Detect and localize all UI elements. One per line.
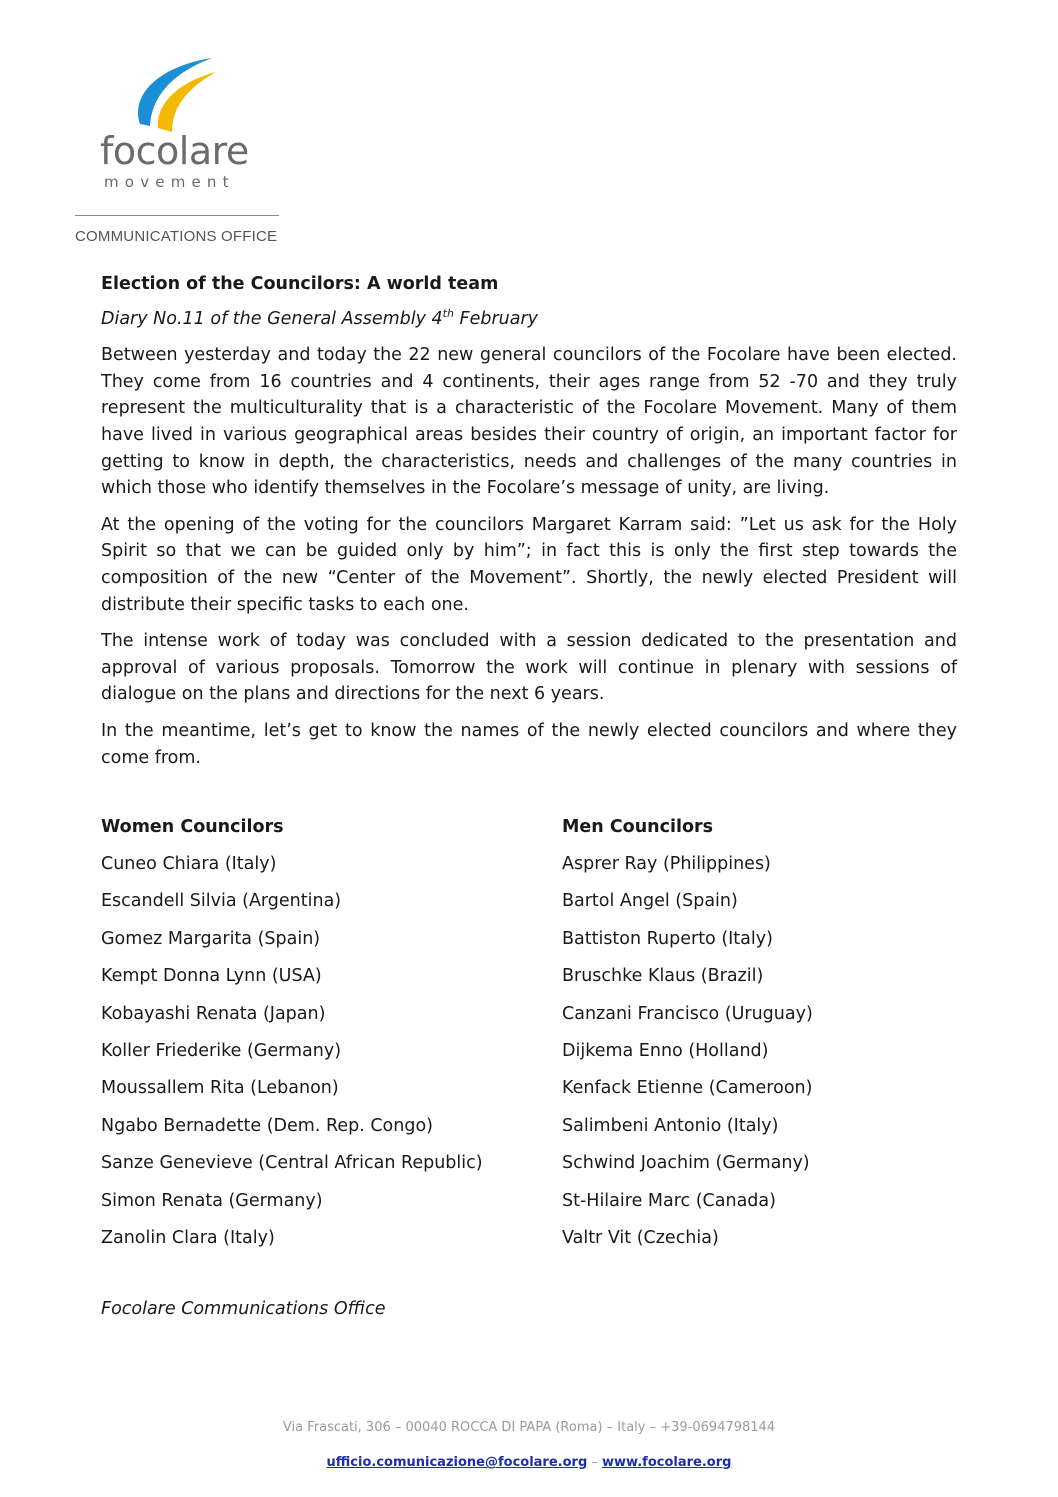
logo-wordmark: focolare	[100, 129, 249, 173]
diary-suffix: February	[453, 308, 539, 329]
list-item: Cuneo Chiara (Italy)	[101, 854, 277, 874]
paragraph: The intense work of today was concluded with a session dedicated to the presentation and approval of various proposals. Tomorrow the work will continue in plenary with sessions of dialogue on the plans and directions for the next 6 years.	[101, 631, 957, 705]
list-item: Zanolin Clara (Italy)	[101, 1227, 275, 1248]
list-item: Kenfack Etienne (Cameroon)	[562, 1078, 813, 1099]
paragraph: In the meantime, let’s get to know the names of the newly elected councilors and where they come from.	[101, 720, 957, 768]
list-item: Salimbeni Antonio (Italy)	[562, 1115, 779, 1136]
article-title: Election of the Councilors: A world team	[101, 274, 499, 294]
diary-superscript: th	[442, 306, 454, 320]
list-item: Simon Renata (Germany)	[101, 1190, 323, 1211]
list-item: Kempt Donna Lynn (USA)	[101, 966, 322, 987]
footer-separator: –	[587, 1455, 603, 1470]
list-item: Koller Friederike (Germany)	[101, 1040, 342, 1061]
list-item: Canzani Francisco (Uruguay)	[562, 1003, 813, 1024]
email-link[interactable]: ufficio.comunicazione@focolare.org	[326, 1455, 588, 1470]
header-divider	[75, 215, 279, 216]
focolare-swoosh-icon	[100, 54, 230, 134]
list-item: Dijkema Enno (Holland)	[562, 1040, 769, 1061]
list-item: Gomez Margarita (Spain)	[101, 928, 321, 949]
list-item: St-Hilaire Marc (Canada)	[562, 1190, 776, 1211]
list-item: Battiston Ruperto (Italy)	[562, 928, 773, 949]
focolare-logo	[100, 54, 280, 134]
list-item: Schwind Joachim (Germany)	[562, 1153, 810, 1174]
office-label: COMMUNICATIONS OFFICE	[75, 228, 278, 245]
list-item: Bartol Angel (Spain)	[562, 891, 738, 912]
footer-links	[0, 1455, 1058, 1470]
list-item: Moussallem Rita (Lebanon)	[101, 1078, 339, 1099]
list-item: Valtr Vit (Czechia)	[562, 1227, 719, 1248]
list-item: Asprer Ray (Philippines)	[562, 854, 771, 874]
list-item: Kobayashi Renata (Japan)	[101, 1003, 326, 1024]
footer-address: Via Frascati, 306 – 00040 ROCCA DI PAPA (Roma) – Italy – +39-0694798144	[282, 1420, 776, 1435]
paragraph: At the opening of the voting for the councilors Margaret Karram said: ”Let us ask for the Holy Spirit so that we can be guided only by him”; in fact this is only the first step towards the composition of the new “Center of the Movement”. Shortly, the newly elected President will distribute their specific tasks to each one.	[101, 514, 957, 615]
men-councilors-column	[562, 814, 813, 1262]
men-councilors-heading: Men Councilors	[562, 817, 714, 837]
website-link[interactable]: www.focolare.org	[602, 1455, 732, 1470]
article-body	[101, 271, 957, 781]
article-subtitle	[101, 306, 957, 333]
list-item: Ngabo Bernadette (Dem. Rep. Congo)	[101, 1115, 433, 1136]
list-item: Bruschke Klaus (Brazil)	[562, 966, 764, 987]
list-item: Escandell Silvia (Argentina)	[101, 891, 342, 912]
women-councilors-heading: Women Councilors	[101, 817, 284, 837]
women-councilors-column	[101, 814, 483, 1262]
diary-prefix: Diary No.11 of the General Assembly 4	[101, 308, 443, 329]
signature: Focolare Communications Office	[101, 1299, 386, 1319]
paragraph: Between yesterday and today the 22 new general councilors of the Focolare have been elected. They come from 16 countries and 4 continents, their ages range from 52 -70 and they truly represent the multiculturality that is a characteristic of the Focolare Movement. Many of them have lived in various geographical areas besides their country of origin, an important factor for getting to know in depth, the characteristics, needs and challenges of the many countries in which those who identify themselves in the Focolare’s message of unity, are living.	[101, 345, 957, 499]
logo-subtitle: movement	[104, 173, 235, 191]
list-item: Sanze Genevieve (Central African Republic)	[101, 1153, 483, 1174]
